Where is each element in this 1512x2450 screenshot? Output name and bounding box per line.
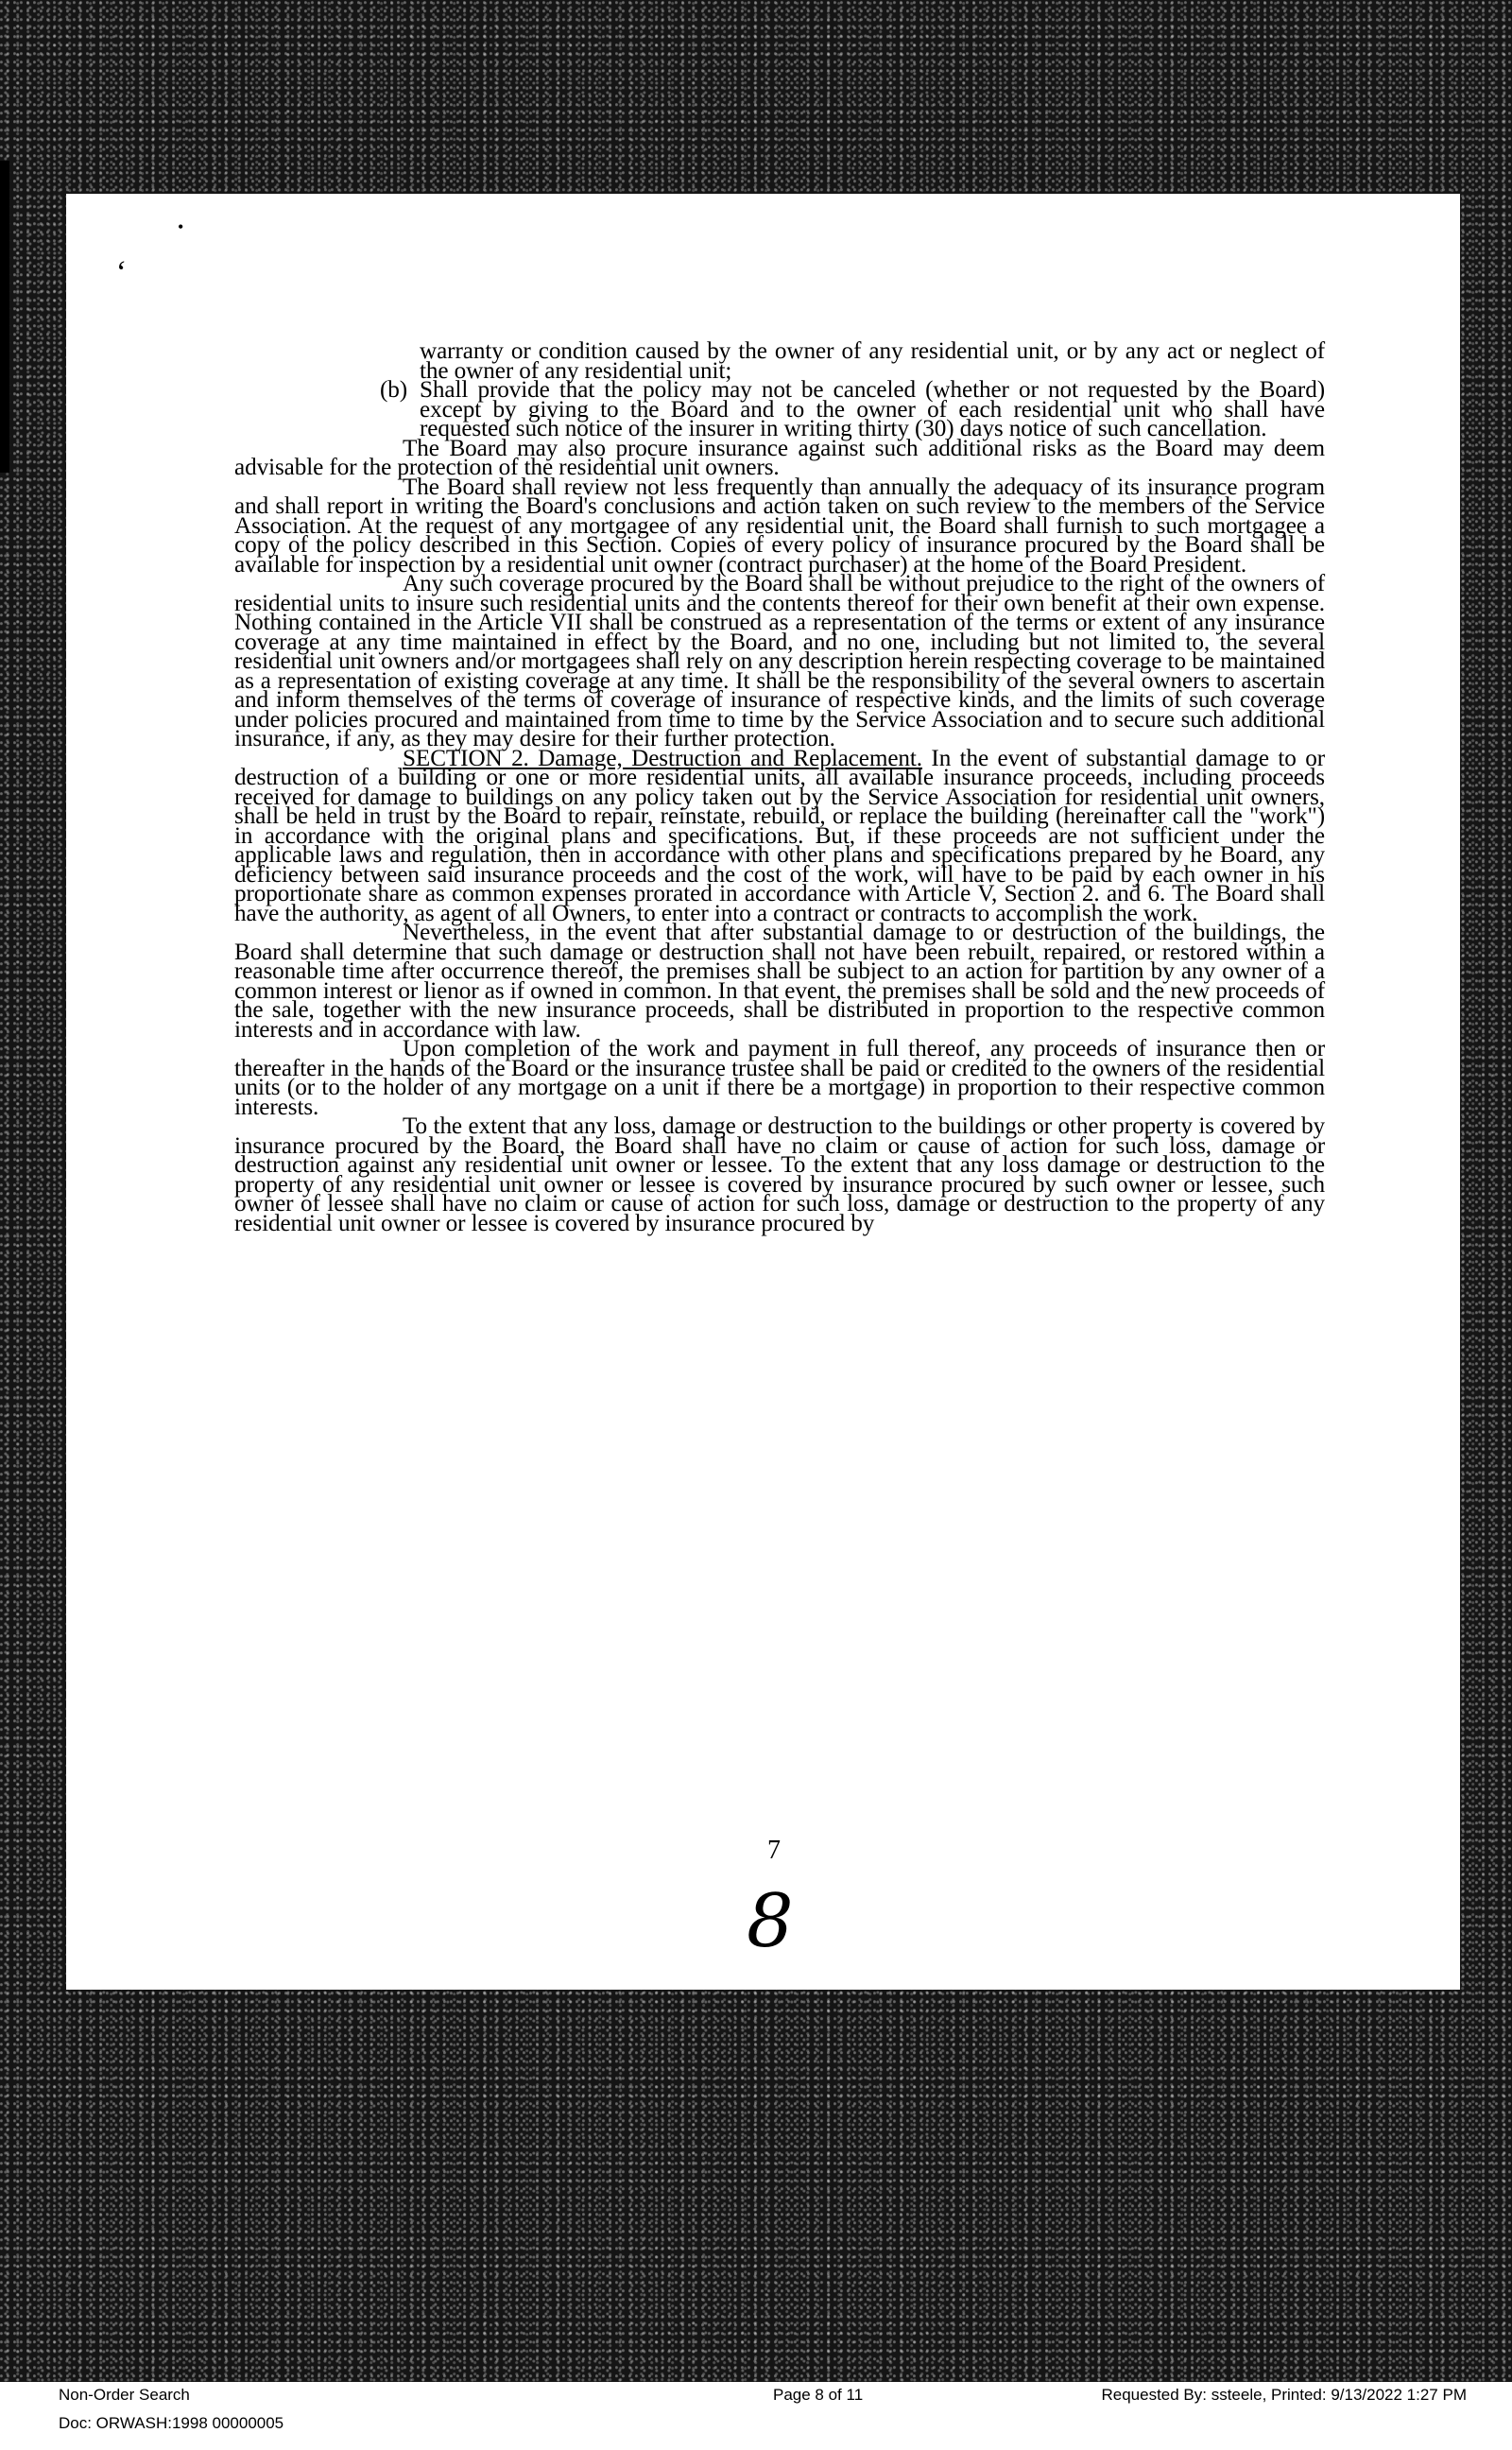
section-2 [234,745,1325,926]
footer-requested-by: Requested By: ssteele, Printed: 9/13/2022 1:27 PM [1101,2386,1467,2404]
document-body [234,338,1325,1236]
handwritten-page-number: 8 [747,1879,794,1964]
item-b-text: Shall provide that the policy may not be canceled (whether or not requested by the Board) except by giving to the Board and to the owner of each residential unit who shall have requested such notice of the insurer in writing thirty (30) days notice of such cancellation. [420,377,1325,441]
footer-page-count: Page 8 of 11 [773,2386,864,2404]
scan-edge-bar [0,161,9,473]
paragraph-review: The Board shall review not less frequently than annually the adequacy of its insurance program and shall report in writing the Board's conclusions and action taken on such review to the members of the Service Association. At the request of any mortgagee of any residential unit, the Board shall furnish to such mortgagee a copy of the policy described in this Section. Copies of every policy of insurance procured by the Board shall be available for inspection by a residential unit owner (contract purchaser) at the home of the Board President. [234,474,1325,578]
page-number: 7 [767,1836,781,1865]
paragraph-additional-risks: The Board may also procure insurance against such additional risks as the Board may deem advisable for the protection of the residential unit owners. [234,435,1325,480]
section-2-text: In the event of substantial damage to or destruction of a building or one or more residential units, all available insurance proceeds, including proceeds received for damage to buildings on any policy taken out by the Service Association for residential unit owners, shall be held in trust by the Board to repair, reinstate, rebuild, or replace the building (hereinafter call the "work") in accordance with the original plans and specifications. But, if these proceeds are not sufficient under the applicable laws and regulation, then in accordance with other plans and specifications prepared by he Board, any deficiency between said insurance proceeds and the cost of the work, will have to be paid by each owner in his proportionate share as common expenses prorated in accordance with Article V, Section 2. and 6. The Board shall have the authority, as agent of all Owners, to enter into a contract or contracts to accomplish the work. [234,745,1325,926]
footer-doc-id: Doc: ORWASH:1998 00000005 [59,2414,284,2432]
item-a-continuation: warranty or condition caused by the owner of any residential unit, or by any act or neglect of the owner of any residential unit; [420,338,1325,384]
stray-mark: ʻ [114,255,126,290]
section-2-heading: SECTION 2. Damage, Destruction and Replacement. [403,745,923,771]
footer-search-type: Non-Order Search [59,2386,190,2404]
stray-dot: • [178,217,184,236]
item-b [234,377,1325,441]
item-b-label: (b) [380,377,408,403]
paragraph-completion: Upon completion of the work and payment in full thereof, any proceeds of insurance then or thereafter in the hands of the Board or the insurance trustee shall be paid or credited to the owners of the residential units (or to the holder of any mortgage on a unit if there be a mortgage) in proportion to their respective common interests. [234,1036,1325,1120]
paragraph-coverage: Any such coverage procured by the Board shall be without prejudice to the right of the owners of residential units to insure such residential units and the contents thereof for their own benefit at their own expense. Nothing contained in the Article VII shall be construed as a representation of the terms or extent of any insurance coverage at any time maintained in effect by the Board, and no one, including but not limited to, the several residential unit owners and/or mortgagees shall rely on any description herein respecting coverage to be maintained as a representation of existing coverage at any time. It shall be the responsibility of the several owners to ascertain and inform themselves of the terms of coverage of insurance of respective kinds, and the limits of such coverage under policies procured and maintained from time to time by the Service Association and to secure such additional insurance, if any, as they may desire for their further protection. [234,571,1325,751]
paragraph-extent: To the extent that any loss, damage or destruction to the buildings or other property is covered by insurance procured by the Board, the Board shall have no claim or cause of action for such loss, damage or destruction against any residential unit owner or lessee. To the extent that any loss damage or destruction to the property of any residential unit owner or lessee is covered by insurance procured by such owner or lessee, such owner of lessee shall have no claim or cause of action for such loss, damage or destruction to the property of any residential unit owner or lessee is covered by insurance procured by [234,1113,1325,1236]
print-footer [0,2382,1512,2450]
paragraph-nevertheless: Nevertheless, in the event that after substantial damage to or destruction of the buildings, the Board shall determine that such damage or destruction shall not have been rebuilt, repaired, or restored within a reasonable time after occurrence thereof, the premises shall be subject to an action for partition by any owner of a common interest or lienor as if owned in common. In that event, the premises shall be sold and the new proceeds of the sale, together with the new insurance proceeds, shall be distributed in proportion to the respective common interests and in accordance with law. [234,920,1325,1043]
